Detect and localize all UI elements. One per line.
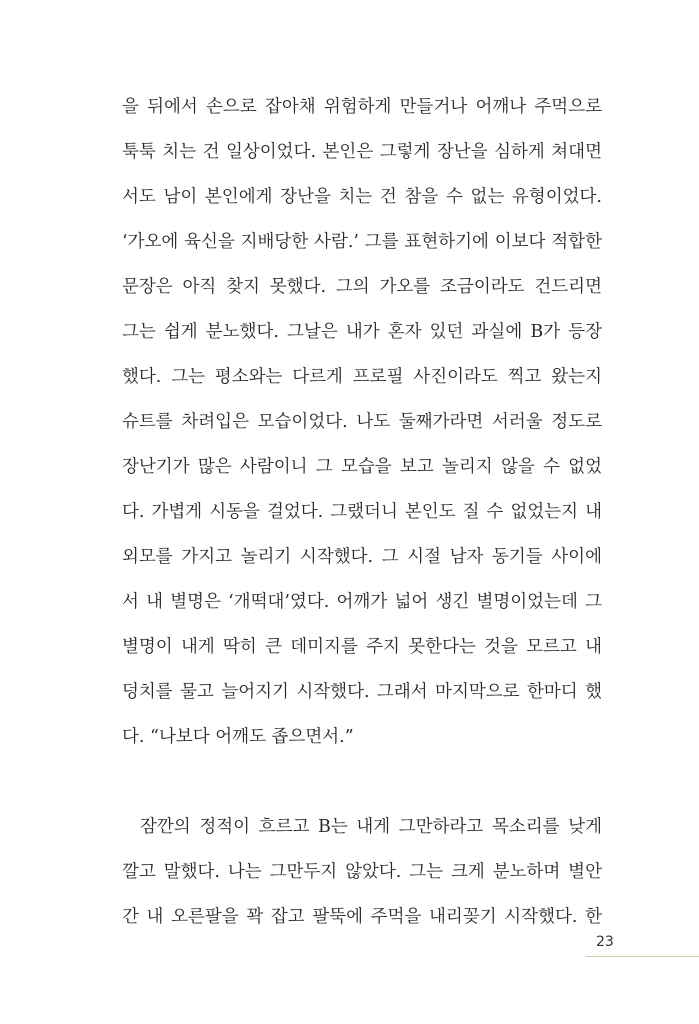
footer-rule: [586, 956, 699, 957]
paragraph-2: [122, 805, 602, 940]
text-line: ‘가오에 육신을 지배당한 사람.’ 그를 표현하기에 이보다 적합한: [122, 232, 602, 252]
page-footer: [586, 930, 699, 957]
page-number: 23: [596, 934, 614, 950]
text-line: 서 내 별명은 ‘개떡대’였다. 어깨가 넓어 생긴 별명이었는데 그: [122, 592, 602, 612]
text-line: 을 뒤에서 손으로 잡아채 위험하게 만들거나 어깨나 주먹으로: [122, 97, 602, 117]
text-line: 잠깐의 정적이 흐르고 B는 내게 그만하라고 목소리를 낮게: [140, 817, 602, 837]
text-line: 외모를 가지고 놀리기 시작했다. 그 시절 남자 동기들 사이에: [122, 547, 602, 567]
text-line: 장난기가 많은 사람이니 그 모습을 보고 놀리지 않을 수 없었: [122, 457, 602, 477]
text-line: 다. “나보다 어깨도 좁으면서.”: [122, 727, 354, 747]
text-line: 했다. 그는 평소와는 다르게 프로필 사진이라도 찍고 왔는지: [122, 367, 602, 387]
text-line: 서도 남이 본인에게 장난을 치는 건 참을 수 없는 유형이었다.: [122, 187, 602, 207]
text-line: 깔고 말했다. 나는 그만두지 않았다. 그는 크게 분노하며 별안: [122, 862, 602, 882]
text-line: 다. 가볍게 시동을 걸었다. 그랬더니 본인도 질 수 없었는지 내: [122, 502, 602, 522]
text-line: 문장은 아직 찾지 못했다. 그의 가오를 조금이라도 건드리면: [122, 277, 602, 297]
text-line: 간 내 오른팔을 꽉 잡고 팔뚝에 주먹을 내리꽂기 시작했다. 한: [122, 907, 602, 927]
text-line: 슈트를 차려입은 모습이었다. 나도 둘째가라면 서러울 정도로: [122, 412, 602, 432]
text-line: 그는 쉽게 분노했다. 그날은 내가 혼자 있던 과실에 B가 등장: [122, 322, 602, 342]
paragraph-gap: [122, 760, 602, 805]
text-line: 툭툭 치는 건 일상이었다. 본인은 그렇게 장난을 심하게 쳐대면: [122, 142, 602, 162]
text-line: 별명이 내게 딱히 큰 데미지를 주지 못한다는 것을 모르고 내: [122, 637, 602, 657]
text-line: 덩치를 물고 늘어지기 시작했다. 그래서 마지막으로 한마디 했: [122, 682, 603, 702]
paragraph-1: [122, 85, 602, 760]
body-text: [122, 85, 602, 940]
